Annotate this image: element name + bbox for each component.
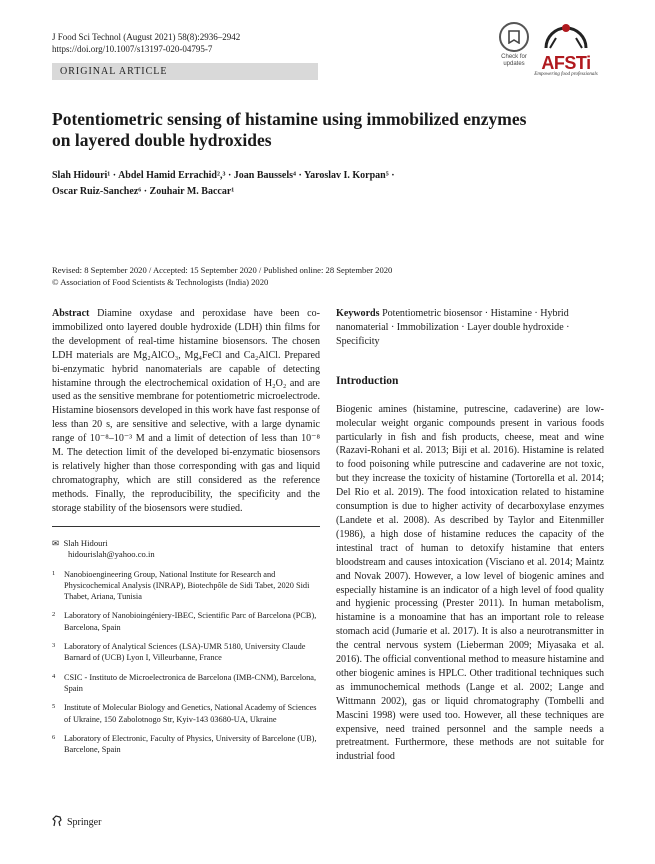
springer-label: Springer — [67, 817, 102, 828]
doi-link[interactable]: https://doi.org/10.1007/s13197-020-04795-7 — [52, 44, 213, 54]
article-type-label: ORIGINAL ARTICLE — [60, 66, 168, 77]
corresponding-author-name: Slah Hidouri — [63, 537, 108, 548]
introduction-heading: Introduction — [336, 374, 399, 387]
article-title — [52, 109, 582, 151]
check-for-updates-badge[interactable] — [496, 22, 532, 67]
springer-horse-icon — [52, 815, 63, 830]
title-line-2: on layered double hydroxides — [52, 130, 272, 150]
affiliation-list — [52, 569, 320, 756]
bookmark-icon — [499, 22, 529, 52]
publisher-footer — [52, 815, 101, 830]
afsti-emblem-icon — [540, 18, 592, 58]
journal-header — [52, 31, 240, 55]
afsti-wordmark: AFSTi — [541, 53, 591, 73]
authors-line-1[interactable]: Slah Hidouri¹ · Abdel Hamid Errachid²,³ · Joan Baussels⁴ · Yaroslav I. Korpan⁵ · — [52, 170, 395, 181]
publication-history — [52, 265, 592, 288]
check-for-updates-label: Check for updates — [501, 54, 527, 67]
copyright-line: © Association of Food Scientists & Technologists (India) 2020 — [52, 276, 269, 287]
author-list — [52, 168, 592, 200]
affiliation-item: 6 Laboratory of Electronic, Faculty of Physics, University of Barcelone (UB), Barcelone, Spain — [52, 733, 317, 755]
authors-line-2[interactable]: Oscar Ruiz-Sanchez⁶ · Zouhair M. Baccar¹ — [52, 186, 235, 197]
publisher-logo — [534, 18, 598, 80]
abstract — [52, 307, 320, 516]
right-column — [336, 307, 604, 764]
corresponding-author-email[interactable]: hidourislah@yahoo.co.in — [68, 549, 155, 560]
divider — [52, 526, 320, 527]
correspondence — [52, 538, 320, 561]
keywords-label: Keywords — [336, 308, 380, 319]
affiliation-item: 3 Laboratory of Analytical Sciences (LSA)-UMR 5180, University Claude Barnard of (UCB) Lyon I, Villeurbanne, France — [52, 642, 306, 663]
afsti-tagline: Empowering food professionals — [534, 72, 598, 77]
dates-line: Revised: 8 September 2020 / Accepted: 15 September 2020 / Published online: 28 September 2020 — [52, 265, 393, 275]
envelope-icon: ✉ — [52, 537, 60, 548]
affiliation-item: 2 Laboratory of Nanobioingéniery-IBEC, Scientific Parc of Barcelona (PCB), Barcelona, Spain — [52, 611, 317, 632]
affiliation-item: 5 Institute of Molecular Biology and Genetics, National Academy of Sciences of Ukraine, 150 Zabolotnogo Str, Kyiv-143 03680-UA, Ukraine — [52, 703, 317, 724]
affiliation-item: 1 Nanobioengineering Group, National Institute for Research and Physicochemical Analysis (INRAP), Biotechpôle de Sidi Tabet, 2020 Sidi Thabet, Ariana, Tunisia — [52, 569, 310, 602]
keywords — [336, 307, 604, 349]
left-column — [52, 307, 320, 755]
abstract-label: Abstract — [52, 308, 90, 319]
affiliation-item: 4 CSIC - Instituto de Microelectronica de Barcelona (IMB-CNM), Barcelona, Spain — [52, 672, 317, 693]
journal-citation: J Food Sci Technol (August 2021) 58(8):2936–2942 — [52, 32, 241, 42]
title-line-1: Potentiometric sensing of histamine using immobilized enzymes — [52, 109, 527, 129]
introduction-text: Biogenic amines (histamine, putrescine, cadaverine) are low-molecular weight organic compounds present in various foods particularly in fish and fish products, cheese, meat and wine (Razavi-Rohani et al. 2013; Biji et al. 2016). Histamine is related to food poisoning while putrescine and cadaverine are not toxic, but they increase the toxicity of histamine (Tortorella et al. 2014; Del Rio et al. 2019). The food intoxication related to histamine consumption is due to higher activity of decarboxylase enzymes (Landete et al. 2008). As described by Taylor and Eitenmiller (1986), a high dose of histamine reduces the capacity of the intestinal tract of human to detoxify histamine that enters bloodstream and causes intoxication (Visciano et al. 2014; Maintz and Novak 2007). However, a low level of biogenic amines and especially histamine is an indicator of a high level of food quality and hygienic processing (Prester 2011). In human metabolism, histamine is a monoamine that has an important role to release stomach acid (Jumarie et al. 2017). It is also a neurotransmitter in the central nervous system (Lieberman 2009; Miyasaka et al. 2016). The official conventional method to measure histamine and other biogenic amines is HPLC. Other traditional techniques such as immunochemical methods (Lange et al. 2002; Lange and Wittmann 2002), gas or liquid chromatography (Tombelli and Mascini 1998) were used too. However, all these techniques are expensive, need trained personnel and the sample needs a pretreatment. Furthermore, these methods are not suitable for industrial food — [336, 403, 604, 763]
abstract-text: Diamine oxydase and peroxidase have been co-immobilized onto layered double hydroxide (LDH) thin films for the development of real-time histamine biosensors. The chosen LDH materials are Mg₂AlCO₃, Mg₄FeCl and Ca₂AlCl. Prepared bi-enzymatic hybrid nanomaterials are capable of detecting histamine through the electrochemical oxidation of H₂O₂ and are used as the sensitive membrane for potentiometric microelectrode. Histamine biosensors developed in this work have fast response of less than 20 s, are sensitive and selective, with a large dynamic range of 10⁻⁸–10⁻³ M and a limit of detection of less than 10⁻⁸ M. The detection limit of the developed bi-enzymatic biosensors is relatively higher than those corresponding with gas and liquid chromatography, which are still considered as the reference methods. Finally, the reproducibility, the specificity and the storage stability of the biosensors were studied. — [52, 308, 321, 514]
keywords-text: Potentiometric biosensor · Histamine · Hybrid nanomaterial · Immobilization · Layer double hydroxide · Specificity — [336, 308, 570, 347]
